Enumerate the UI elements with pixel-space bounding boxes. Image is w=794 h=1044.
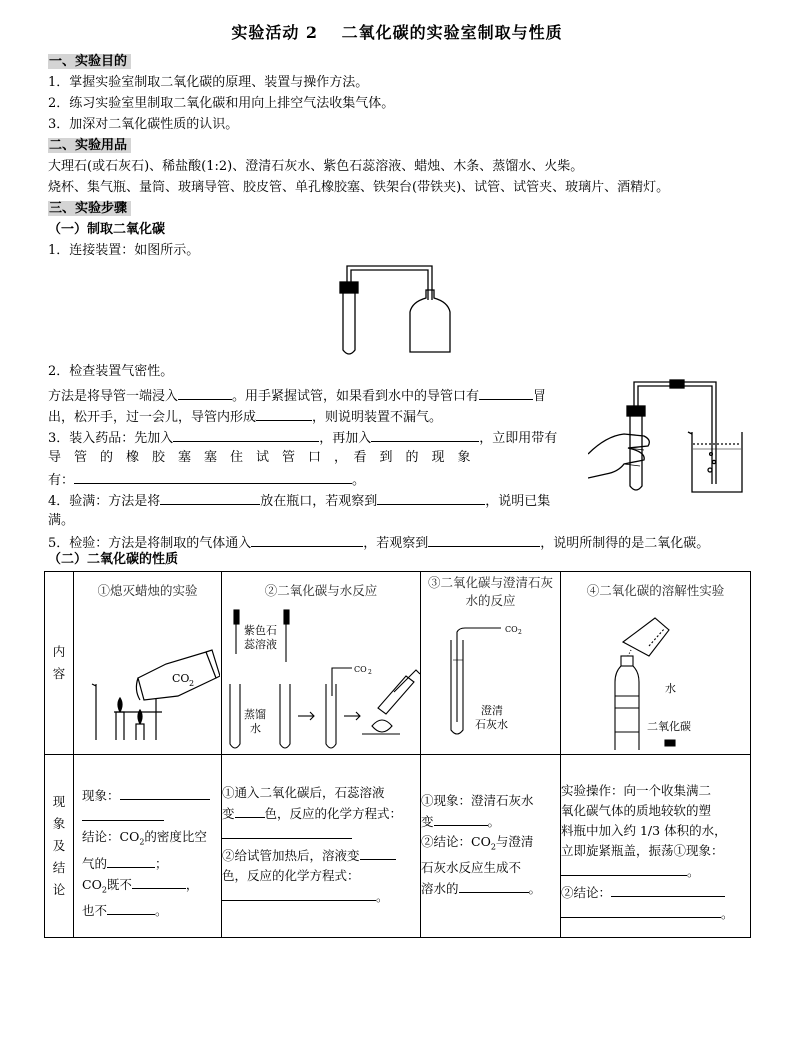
step-2: 2．检查装置气密性。 — [48, 364, 174, 379]
header-solubility: ④二氧化碳的溶解性实验 — [586, 583, 725, 598]
blank-field[interactable] — [222, 886, 376, 901]
co2-label: CO — [505, 625, 518, 634]
part2-title: （二）二氧化碳的性质 — [48, 552, 179, 567]
water-label-2: 水 — [250, 722, 261, 735]
section-heading-purpose: 一、实验目的 — [48, 54, 131, 69]
properties-table — [44, 571, 751, 938]
purpose-item-3: 3．加深对二氧化碳性质的认识。 — [48, 117, 239, 132]
result-candle: 现象： 结论：$CO_2$的密度比空 气的 ； $CO_2$既不 ， 也不 。 — [74, 755, 222, 938]
blank-field[interactable] — [256, 406, 312, 421]
result-solubility: 实验操作：向一个收集满二 氧化碳气体的质地较软的塑 料瓶中加入约 1/3 体积的水， 立即旋紧瓶盖，振荡①现象： 。 ②结论： 。 — [561, 755, 751, 938]
header-candle: ①熄灭蜡烛的实验 — [97, 583, 198, 598]
blank-field[interactable] — [132, 874, 186, 889]
step-1: 1．连接装置：如图所示。 — [48, 243, 200, 258]
blank-field[interactable] — [428, 532, 540, 547]
blank-field[interactable] — [74, 469, 352, 484]
blank-field[interactable] — [107, 853, 155, 868]
step-3-line1: 3．装入药品：先加入 ，再加入 ，立即用带有 — [48, 427, 588, 449]
svg-text:2: 2 — [189, 679, 195, 688]
svg-text:2: 2 — [368, 669, 372, 676]
blank-field[interactable] — [251, 532, 363, 547]
limewater-label-1: 澄清 — [481, 704, 503, 717]
blank-field[interactable] — [611, 882, 725, 897]
cell-limewater — [421, 572, 561, 755]
blank-field[interactable] — [107, 900, 155, 915]
step-3-line2: 导 管 的 橡 胶 塞 塞 住 试 管 口 ， 看 到 的 现 象 — [48, 450, 471, 465]
solubility-figure — [561, 600, 749, 750]
step-4-line1: 4．验满：方法是将 放在瓶口，若观察到 ，说明已集 — [48, 490, 588, 512]
co2-label: CO — [172, 672, 190, 685]
blank-field[interactable] — [82, 806, 164, 821]
blank-field[interactable] — [371, 427, 479, 442]
blank-field[interactable] — [235, 803, 265, 818]
apparatus-figure — [330, 260, 460, 360]
section-purpose — [48, 52, 748, 72]
section-steps — [48, 199, 748, 219]
limewater-label-2: 石灰水 — [475, 718, 508, 731]
header-limewater: ③二氧化碳与澄清石灰水的反应 — [427, 575, 553, 608]
litmus-label-1: 紫色石 — [244, 624, 277, 637]
result-limewater: ①现象：澄清石灰水 变 。 ②结论：$CO_2$与澄清 石灰水反应生成不 溶水的 。 — [421, 755, 561, 938]
materials-apparatus: 烧杯、集气瓶、量筒、玻璃导管、胶皮管、单孔橡胶塞、铁架台(带铁夹)、试管、试管夹、玻璃片、酒精灯。 — [48, 180, 670, 195]
cell-candle — [74, 572, 222, 755]
row-label-content: 内 容 — [45, 572, 74, 755]
litmus-label-2: 蕊溶液 — [244, 638, 277, 651]
blank-field[interactable] — [160, 490, 260, 505]
step-3-line3: 有： 。 — [48, 469, 588, 491]
blank-field[interactable] — [561, 861, 687, 876]
step-2-line2: 出，松开手，过一会儿，导管内形成 ，则说明装置不漏气。 — [48, 406, 588, 428]
blank-field[interactable] — [434, 811, 488, 826]
section-materials — [48, 136, 748, 156]
svg-text:CO: CO — [354, 665, 367, 674]
water-reaction-figure — [222, 600, 420, 750]
result-water-reaction: ①通入二氧化碳后，石蕊溶液 变 色，反应的化学方程式： ②给试管加热后，溶液变 色，反应的化学方程式： 。 — [222, 755, 421, 938]
limewater-figure — [421, 610, 559, 740]
blank-field[interactable] — [377, 490, 485, 505]
blank-field[interactable] — [222, 824, 352, 839]
purpose-item-1: 1．掌握实验室制取二氧化碳的原理、装置与操作方法。 — [48, 75, 369, 90]
step-2-line1: 方法是将导管一端浸入 。用手紧握试管，如果看到水中的导管口有 冒 — [48, 385, 588, 407]
page-title: 实验活动 2 二氧化碳的实验室制取与性质 — [231, 23, 563, 42]
blank-field[interactable] — [120, 785, 210, 800]
water-label: 水 — [665, 682, 676, 695]
gas-label: 二氧化碳 — [647, 720, 691, 733]
section-heading-steps: 三、实验步骤 — [48, 201, 131, 216]
blank-field[interactable] — [178, 385, 232, 400]
row-label-results: 现 象 及 结 论 — [45, 755, 74, 938]
step-5: 5．检验：方法是将制取的气体通入 ，若观察到 ，说明所制得的是二氧化碳。 — [48, 532, 748, 554]
blank-field[interactable] — [561, 903, 721, 918]
cell-water-reaction — [222, 572, 421, 755]
section-heading-materials: 二、实验用品 — [48, 138, 131, 153]
blank-field[interactable] — [459, 878, 529, 893]
table-row-results — [45, 755, 751, 938]
header-water-reaction: ②二氧化碳与水反应 — [264, 583, 378, 598]
materials-reagents: 大理石(或石灰石)、稀盐酸(1:2)、澄清石灰水、紫色石蕊溶液、蜡烛、木条、蒸馏水、火柴。 — [48, 159, 584, 174]
part1-title: （一）制取二氧化碳 — [48, 222, 166, 237]
candle-figure — [74, 600, 220, 740]
step-4-line2: 满。 — [48, 513, 75, 528]
blank-field[interactable] — [479, 385, 533, 400]
table-row-content — [45, 572, 751, 755]
water-label-1: 蒸馏 — [244, 708, 266, 721]
blank-field[interactable] — [173, 427, 319, 442]
purpose-item-2: 2．练习实验室里制取二氧化碳和用向上排空气法收集气体。 — [48, 96, 395, 111]
airtightness-figure — [588, 374, 748, 498]
cell-solubility — [561, 572, 751, 755]
blank-field[interactable] — [360, 845, 396, 860]
svg-text:2: 2 — [518, 629, 522, 636]
